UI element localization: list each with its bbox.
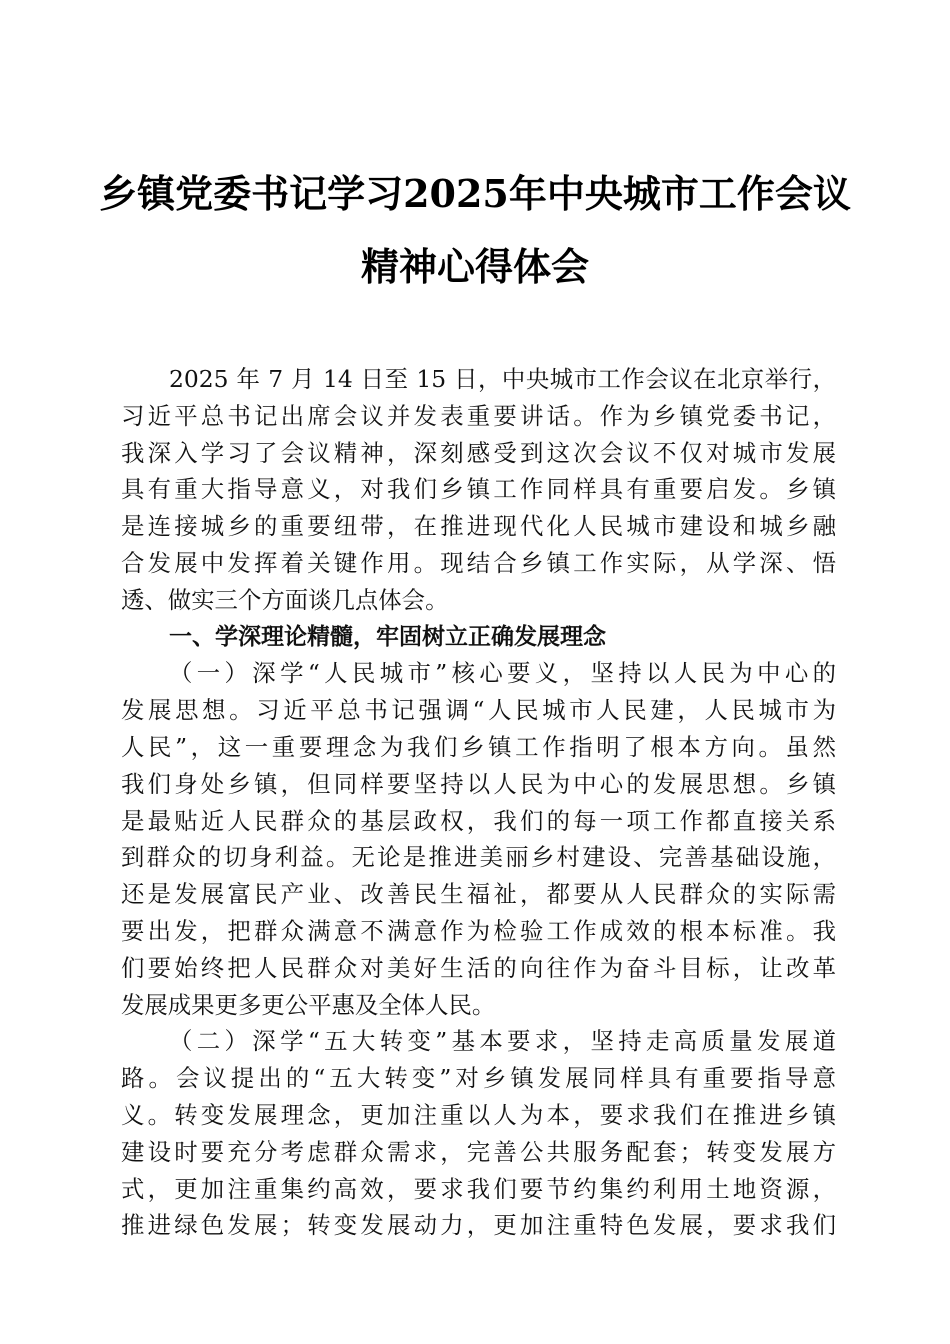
subsection-1-line: 到群众的切身利益。无论是推进美丽乡村建设、完善基础设施， <box>121 843 836 872</box>
subsection-2-line: （二）深学“五大转变”基本要求，坚持走高质量发展道 <box>169 1027 836 1056</box>
subsection-1-line: 发展成果更多更公平惠及全体人民。 <box>121 990 496 1019</box>
intro-line: 我深入学习了会议精神，深刻感受到这次会议不仅对城市发展 <box>121 438 836 467</box>
document-title-line-2: 精神心得体会 <box>360 244 589 289</box>
subsection-1-line: 们要始终把人民群众对美好生活的向往作为奋斗目标，让改革 <box>121 953 836 982</box>
document-body <box>121 361 836 1244</box>
subsection-1-line: （一）深学“人民城市”核心要义，坚持以人民为中心的 <box>169 659 836 688</box>
intro-line: 合发展中发挥着关键作用。现结合乡镇工作实际，从学深、悟 <box>121 548 836 577</box>
subsection-1-line: 是最贴近人民群众的基层政权，我们的每一项工作都直接关系 <box>121 806 836 835</box>
subsection-1-line: 发展思想。习近平总书记强调“人民城市人民建，人民城市为 <box>121 696 836 725</box>
subsection-1-line: 还是发展富民产业、改善民生福祉，都要从人民群众的实际需 <box>121 880 836 909</box>
intro-line: 是连接城乡的重要纽带，在推进现代化人民城市建设和城乡融 <box>121 512 836 541</box>
intro-line: 2025 年 7 月 14 日至 15 日，中央城市工作会议在北京举行， <box>169 365 836 393</box>
subsection-1-line: 我们身处乡镇，但同样要坚持以人民为中心的发展思想。乡镇 <box>121 769 836 798</box>
subsection-2-line: 路。会议提出的“五大转变”对乡镇发展同样具有重要指导意 <box>121 1064 836 1093</box>
subsection-2-line: 式，更加注重集约高效，要求我们要节约集约利用土地资源， <box>121 1174 836 1203</box>
subsection-2-line: 义。转变发展理念，更加注重以人为本，要求我们在推进乡镇 <box>121 1100 836 1129</box>
subsection-2-line: 推进绿色发展；转变发展动力，更加注重特色发展，要求我们 <box>121 1211 836 1240</box>
intro-line: 透、做实三个方面谈几点体会。 <box>121 585 449 614</box>
document-title-line-1: 乡镇党委书记学习2025年中央城市工作会议 <box>99 171 851 216</box>
intro-line: 习近平总书记出席会议并发表重要讲话。作为乡镇党委书记， <box>121 401 836 430</box>
subsection-1-line: 人民”，这一重要理念为我们乡镇工作指明了根本方向。虽然 <box>121 732 836 761</box>
section-heading: 一、学深理论精髓，牢固树立正确发展理念 <box>169 623 606 650</box>
intro-line: 具有重大指导意义，对我们乡镇工作同样具有重要启发。乡镇 <box>121 475 836 504</box>
subsection-2-line: 建设时要充分考虑群众需求，完善公共服务配套；转变发展方 <box>121 1137 836 1166</box>
subsection-1-line: 要出发，把群众满意不满意作为检验工作成效的根本标准。我 <box>121 916 836 945</box>
